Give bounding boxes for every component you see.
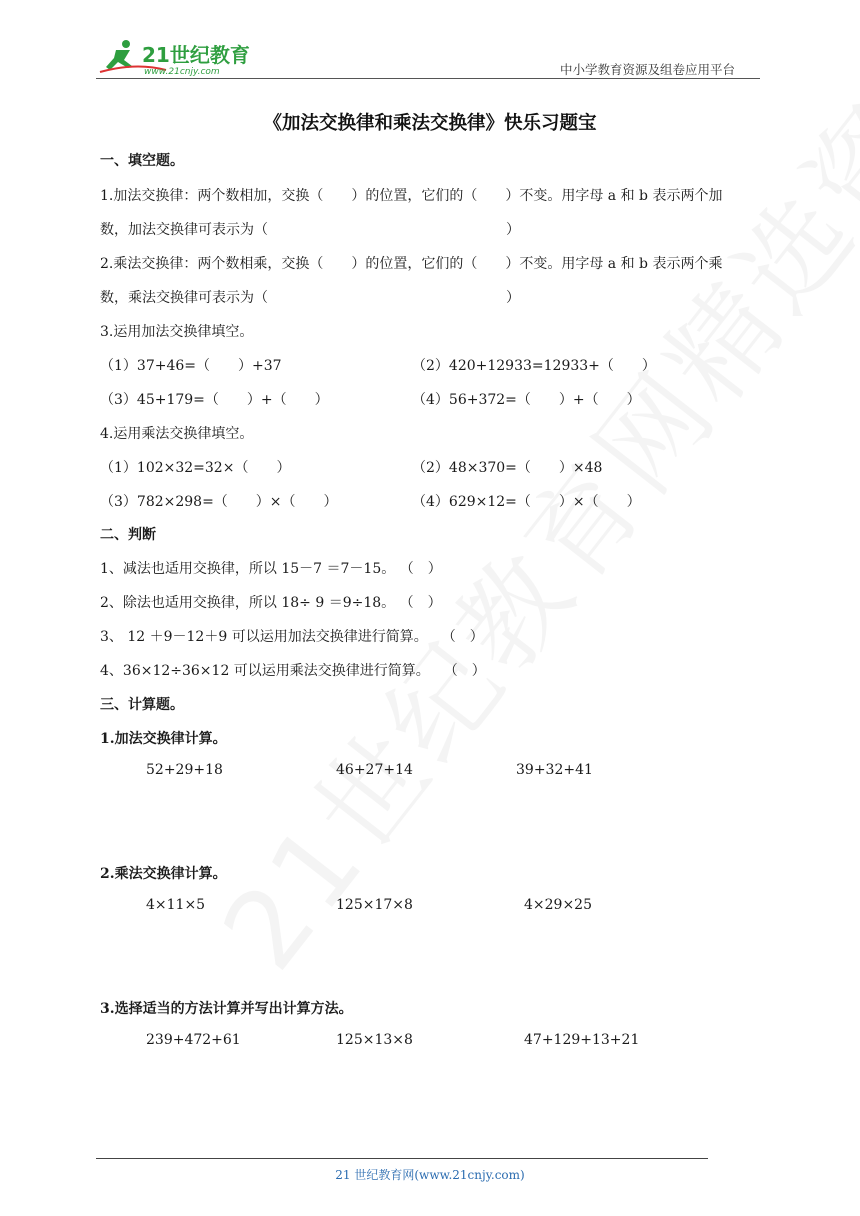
calc-1-item-3: 39+32+41 — [516, 762, 593, 778]
header-divider — [96, 78, 760, 79]
question-2-line-1: 2.乘法交换律：两个数相乘，交换（ ）的位置，它们的（ ）不变。用字母 a 和 b 表示两个乘 — [100, 256, 723, 272]
q4-item-4: （4）629×12=（ ）×（ ） — [412, 494, 641, 510]
calc-sub-heading-3: 3.选择适当的方法计算并写出计算方法。 — [100, 1001, 353, 1017]
logo-url: www.21cnjy.com — [144, 67, 220, 77]
footer-link[interactable]: 21 世纪教育网(www.21cnjy.com) — [335, 1168, 525, 1182]
judge-item-3: 3、 12 ＋9－12＋9 可以运用加法交换律进行简算。 （ ） — [100, 629, 484, 645]
section-heading-fill-blank: 一、填空题。 — [100, 153, 184, 169]
calc-2-item-2: 125×17×8 — [336, 897, 413, 913]
q4-item-1: （1）102×32=32×（ ） — [100, 460, 291, 476]
judge-item-1: 1、减法也适用交换律，所以 15－7 ＝7－15。 （ ） — [100, 561, 442, 577]
header-platform-text: 中小学教育资源及组卷应用平台 — [560, 62, 736, 77]
judge-item-4: 4、36×12÷36×12 可以运用乘法交换律进行简算。 （ ） — [100, 663, 486, 679]
section-heading-judge: 二、判断 — [100, 527, 156, 543]
q3-item-1: （1）37+46=（ ）+37 — [100, 358, 282, 374]
calc-3-item-3: 47+129+13+21 — [524, 1032, 640, 1048]
calc-3-item-2: 125×13×8 — [336, 1032, 413, 1048]
page-title: 《加法交换律和乘法交换律》快乐习题宝 — [263, 113, 597, 134]
q4-item-3: （3）782×298=（ ）×（ ） — [100, 494, 338, 510]
question-1-line-1: 1.加法交换律：两个数相加，交换（ ）的位置，它们的（ ）不变。用字母 a 和 b 表示两个加 — [100, 188, 723, 204]
q3-item-4: （4）56+372=（ ）+（ ） — [412, 392, 641, 408]
question-1-line-2: 数，加法交换律可表示为（ ） — [100, 222, 520, 238]
site-logo — [96, 36, 266, 80]
logo-text: 21世纪教育 — [142, 43, 250, 67]
judge-item-2: 2、除法也适用交换律，所以 18÷ 9 ＝9÷18。 （ ） — [100, 595, 442, 611]
calc-2-item-1: 4×11×5 — [146, 897, 206, 913]
question-4: 4.运用乘法交换律填空。 — [100, 426, 254, 442]
calc-sub-heading-1: 1.加法交换律计算。 — [100, 731, 227, 747]
runner-logo-icon — [96, 36, 266, 80]
calc-1-item-2: 46+27+14 — [336, 762, 413, 778]
section-heading-calc: 三、计算题。 — [100, 697, 184, 713]
footer-divider — [96, 1158, 708, 1159]
calc-2-item-3: 4×29×25 — [524, 897, 592, 913]
calc-3-item-1: 239+472+61 — [146, 1032, 241, 1048]
calc-1-item-1: 52+29+18 — [146, 762, 223, 778]
q3-item-2: （2）420+12933=12933+（ ） — [412, 358, 656, 374]
q3-item-3: （3）45+179=（ ）+（ ） — [100, 392, 329, 408]
q4-item-2: （2）48×370=（ ）×48 — [412, 460, 603, 476]
calc-sub-heading-2: 2.乘法交换律计算。 — [100, 866, 227, 882]
question-2-line-2: 数，乘法交换律可表示为（ ） — [100, 290, 520, 306]
question-3: 3.运用加法交换律填空。 — [100, 324, 254, 340]
